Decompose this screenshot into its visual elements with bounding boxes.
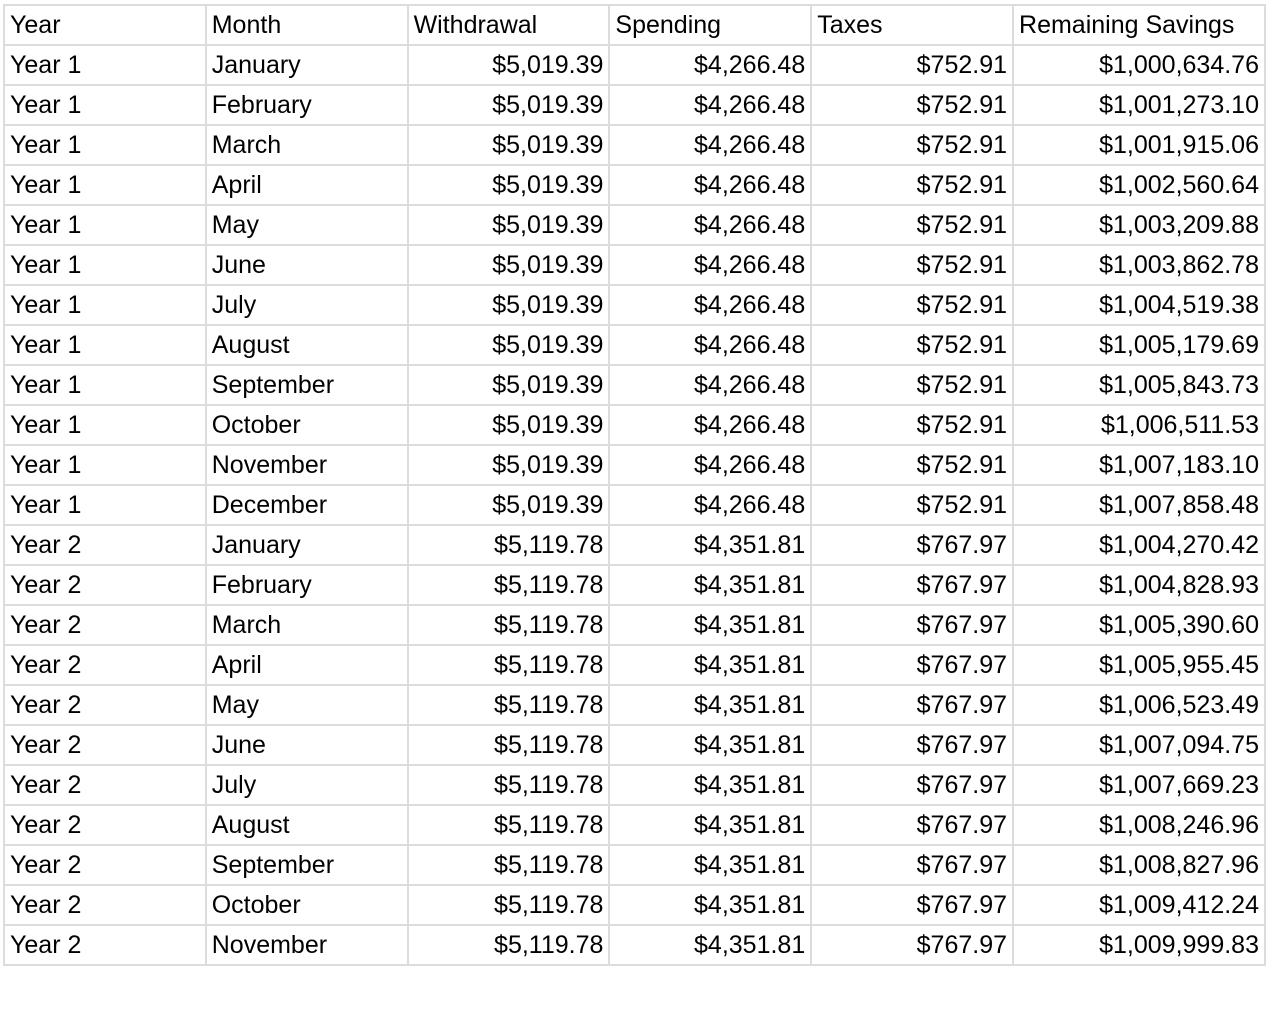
cell-taxes[interactable]: $752.91 [811,365,1013,405]
cell-month[interactable]: August [206,805,408,845]
cell-month[interactable]: March [206,125,408,165]
cell-month[interactable]: June [206,245,408,285]
cell-year[interactable]: Year 1 [4,85,206,125]
table-row [4,45,1265,85]
table-row [4,365,1265,405]
cell-spending[interactable]: $4,351.81 [609,525,811,565]
cell-taxes[interactable]: $767.97 [811,925,1013,965]
cell-spending[interactable]: $4,266.48 [609,165,811,205]
cell-withdrawal[interactable]: $5,019.39 [408,125,610,165]
cell-spending[interactable]: $4,351.81 [609,845,811,885]
cell-withdrawal[interactable]: $5,019.39 [408,205,610,245]
cell-month[interactable]: January [206,525,408,565]
cell-taxes[interactable]: $752.91 [811,165,1013,205]
cell-taxes[interactable]: $752.91 [811,45,1013,85]
cell-spending[interactable]: $4,266.48 [609,325,811,365]
cell-spending[interactable]: $4,351.81 [609,805,811,845]
cell-month[interactable]: August [206,325,408,365]
table-row [4,645,1265,685]
cell-year[interactable]: Year 1 [4,45,206,85]
cell-withdrawal[interactable]: $5,019.39 [408,365,610,405]
cell-spending[interactable]: $4,351.81 [609,685,811,725]
cell-year[interactable]: Year 1 [4,205,206,245]
cell-withdrawal[interactable]: $5,119.78 [408,925,610,965]
cell-spending[interactable]: $4,351.81 [609,565,811,605]
cell-withdrawal[interactable]: $5,119.78 [408,605,610,645]
table-row [4,85,1265,125]
cell-remaining-savings[interactable]: $1,009,999.83 [1013,925,1265,965]
cell-year[interactable]: Year 2 [4,725,206,765]
cell-taxes[interactable]: $752.91 [811,245,1013,285]
cell-remaining-savings[interactable]: $1,007,669.23 [1013,765,1265,805]
cell-year[interactable]: Year 1 [4,405,206,445]
cell-spending[interactable]: $4,266.48 [609,405,811,445]
cell-withdrawal[interactable]: $5,019.39 [408,445,610,485]
cell-month[interactable]: April [206,165,408,205]
cell-spending[interactable]: $4,266.48 [609,125,811,165]
cell-taxes[interactable]: $767.97 [811,805,1013,845]
cell-taxes[interactable]: $752.91 [811,445,1013,485]
cell-withdrawal[interactable]: $5,019.39 [408,485,610,525]
cell-withdrawal[interactable]: $5,119.78 [408,685,610,725]
cell-month[interactable]: October [206,405,408,445]
table-row [4,125,1265,165]
cell-remaining-savings[interactable]: $1,005,390.60 [1013,605,1265,645]
cell-withdrawal[interactable]: $5,119.78 [408,805,610,845]
cell-year[interactable]: Year 2 [4,645,206,685]
cell-taxes[interactable]: $767.97 [811,565,1013,605]
cell-remaining-savings[interactable]: $1,004,270.42 [1013,525,1265,565]
cell-taxes[interactable]: $767.97 [811,605,1013,645]
cell-taxes[interactable]: $752.91 [811,325,1013,365]
cell-remaining-savings[interactable]: $1,001,915.06 [1013,125,1265,165]
header-cell-taxes[interactable]: Taxes [811,5,1013,45]
cell-withdrawal[interactable]: $5,019.39 [408,325,610,365]
cell-spending[interactable]: $4,266.48 [609,365,811,405]
cell-month[interactable]: April [206,645,408,685]
cell-spending[interactable]: $4,266.48 [609,445,811,485]
cell-remaining-savings[interactable]: $1,002,560.64 [1013,165,1265,205]
cell-remaining-savings[interactable]: $1,004,519.38 [1013,285,1265,325]
table-row [4,325,1265,365]
table-row [4,565,1265,605]
cell-year[interactable]: Year 1 [4,325,206,365]
cell-remaining-savings[interactable]: $1,008,246.96 [1013,805,1265,845]
cell-spending[interactable]: $4,351.81 [609,925,811,965]
cell-remaining-savings[interactable]: $1,006,511.53 [1013,405,1265,445]
cell-month[interactable]: January [206,45,408,85]
table-row [4,845,1265,885]
cell-remaining-savings[interactable]: $1,005,843.73 [1013,365,1265,405]
cell-remaining-savings[interactable]: $1,003,862.78 [1013,245,1265,285]
cell-month[interactable]: September [206,365,408,405]
cell-remaining-savings[interactable]: $1,008,827.96 [1013,845,1265,885]
table-row [4,405,1265,445]
cell-remaining-savings[interactable]: $1,009,412.24 [1013,885,1265,925]
cell-month[interactable]: December [206,485,408,525]
cell-taxes[interactable]: $752.91 [811,405,1013,445]
table-row [4,485,1265,525]
cell-month[interactable]: March [206,605,408,645]
header-cell-year[interactable]: Year [4,5,206,45]
cell-year[interactable]: Year 2 [4,525,206,565]
cell-year[interactable]: Year 1 [4,125,206,165]
cell-withdrawal[interactable]: $5,019.39 [408,285,610,325]
cell-month[interactable]: October [206,885,408,925]
cell-month[interactable]: July [206,765,408,805]
cell-spending[interactable]: $4,351.81 [609,645,811,685]
cell-year[interactable]: Year 1 [4,165,206,205]
cell-month[interactable]: May [206,205,408,245]
cell-taxes[interactable]: $767.97 [811,885,1013,925]
table-row [4,605,1265,645]
cell-spending[interactable]: $4,266.48 [609,45,811,85]
cell-spending[interactable]: $4,351.81 [609,765,811,805]
cell-year[interactable]: Year 1 [4,485,206,525]
header-row [4,5,1265,45]
cell-month[interactable]: November [206,925,408,965]
table-row [4,245,1265,285]
cell-year[interactable]: Year 1 [4,365,206,405]
table-row [4,525,1265,565]
cell-month[interactable]: May [206,685,408,725]
cell-month[interactable]: November [206,445,408,485]
cell-withdrawal[interactable]: $5,119.78 [408,765,610,805]
header-cell-month[interactable]: Month [206,5,408,45]
cell-year[interactable]: Year 1 [4,445,206,485]
cell-spending[interactable]: $4,266.48 [609,485,811,525]
header-cell-remaining-savings[interactable]: Remaining Savings [1013,5,1265,45]
cell-taxes[interactable]: $767.97 [811,685,1013,725]
cell-spending[interactable]: $4,266.48 [609,285,811,325]
cell-year[interactable]: Year 2 [4,685,206,725]
cell-withdrawal[interactable]: $5,019.39 [408,405,610,445]
cell-remaining-savings[interactable]: $1,000,634.76 [1013,45,1265,85]
cell-remaining-savings[interactable]: $1,005,955.45 [1013,645,1265,685]
cell-year[interactable]: Year 2 [4,765,206,805]
cell-spending[interactable]: $4,266.48 [609,85,811,125]
cell-year[interactable]: Year 1 [4,285,206,325]
cell-remaining-savings[interactable]: $1,005,179.69 [1013,325,1265,365]
cell-taxes[interactable]: $752.91 [811,285,1013,325]
cell-year[interactable]: Year 2 [4,885,206,925]
cell-withdrawal[interactable]: $5,119.78 [408,845,610,885]
cell-month[interactable]: February [206,565,408,605]
cell-taxes[interactable]: $752.91 [811,85,1013,125]
table-row [4,765,1265,805]
cell-year[interactable]: Year 2 [4,565,206,605]
cell-remaining-savings[interactable]: $1,003,209.88 [1013,205,1265,245]
cell-withdrawal[interactable]: $5,019.39 [408,165,610,205]
cell-withdrawal[interactable]: $5,019.39 [408,45,610,85]
table-row [4,725,1265,765]
cell-remaining-savings[interactable]: $1,004,828.93 [1013,565,1265,605]
cell-spending[interactable]: $4,351.81 [609,605,811,645]
cell-withdrawal[interactable]: $5,119.78 [408,725,610,765]
cell-spending[interactable]: $4,351.81 [609,885,811,925]
cell-taxes[interactable]: $752.91 [811,485,1013,525]
cell-taxes[interactable]: $767.97 [811,725,1013,765]
header-cell-withdrawal[interactable]: Withdrawal [408,5,610,45]
table-body [4,45,1265,965]
cell-year[interactable]: Year 2 [4,925,206,965]
cell-year[interactable]: Year 2 [4,605,206,645]
cell-month[interactable]: June [206,725,408,765]
cell-taxes[interactable]: $752.91 [811,125,1013,165]
cell-taxes[interactable]: $767.97 [811,525,1013,565]
cell-year[interactable]: Year 1 [4,245,206,285]
cell-year[interactable]: Year 2 [4,845,206,885]
cell-withdrawal[interactable]: $5,119.78 [408,885,610,925]
cell-remaining-savings[interactable]: $1,007,094.75 [1013,725,1265,765]
cell-taxes[interactable]: $752.91 [811,205,1013,245]
cell-remaining-savings[interactable]: $1,001,273.10 [1013,85,1265,125]
cell-year[interactable]: Year 2 [4,805,206,845]
cell-withdrawal[interactable]: $5,119.78 [408,565,610,605]
table-row [4,925,1265,965]
table-row [4,885,1265,925]
cell-remaining-savings[interactable]: $1,007,183.10 [1013,445,1265,485]
header-cell-spending[interactable]: Spending [609,5,811,45]
cell-taxes[interactable]: $767.97 [811,765,1013,805]
table-row [4,165,1265,205]
cell-spending[interactable]: $4,266.48 [609,245,811,285]
cell-withdrawal[interactable]: $5,119.78 [408,645,610,685]
table-row [4,285,1265,325]
table-row [4,205,1265,245]
cell-spending[interactable]: $4,351.81 [609,725,811,765]
cell-withdrawal[interactable]: $5,119.78 [408,525,610,565]
savings-table [3,4,1266,966]
cell-taxes[interactable]: $767.97 [811,845,1013,885]
cell-remaining-savings[interactable]: $1,006,523.49 [1013,685,1265,725]
table-row [4,685,1265,725]
cell-month[interactable]: July [206,285,408,325]
table-row [4,445,1265,485]
table-row [4,805,1265,845]
cell-withdrawal[interactable]: $5,019.39 [408,85,610,125]
cell-withdrawal[interactable]: $5,019.39 [408,245,610,285]
cell-month[interactable]: February [206,85,408,125]
cell-remaining-savings[interactable]: $1,007,858.48 [1013,485,1265,525]
cell-taxes[interactable]: $767.97 [811,645,1013,685]
cell-spending[interactable]: $4,266.48 [609,205,811,245]
cell-month[interactable]: September [206,845,408,885]
